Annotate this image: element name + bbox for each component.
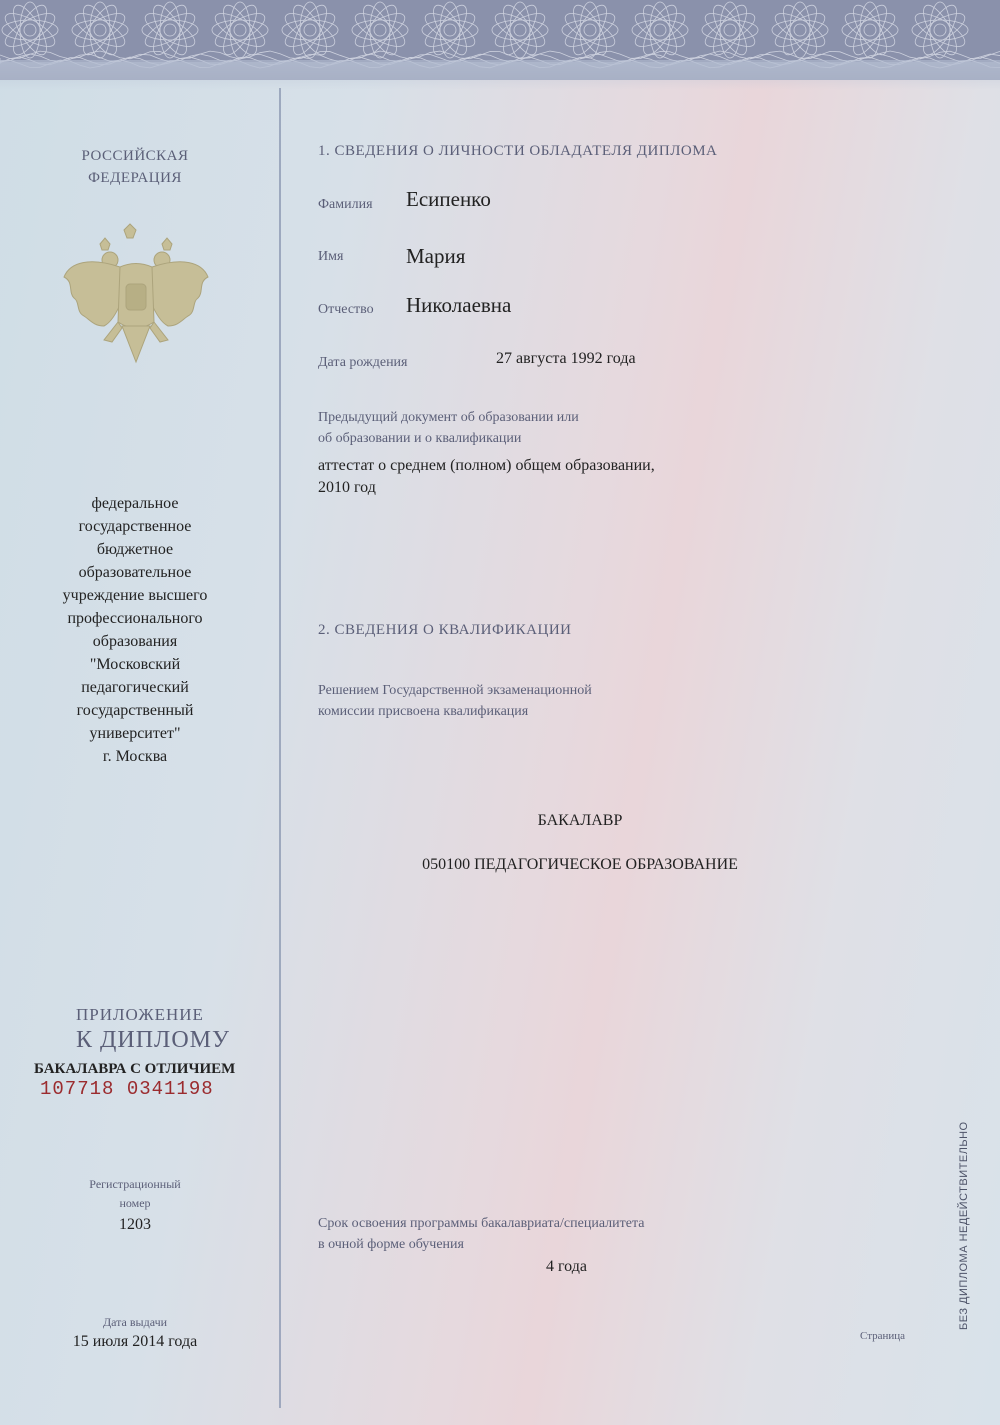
diploma-type: БАКАЛАВРА С ОТЛИЧИЕМ: [34, 1061, 236, 1077]
reg-number-value: 1203: [119, 1216, 151, 1233]
issue-date-value: 15 июля 2014 года: [72, 1333, 198, 1350]
validity-note: БЕЗ ДИПЛОМА НЕДЕЙСТВИТЕЛЬНО: [958, 1121, 970, 1330]
birth-date-label: Дата рождения: [318, 355, 408, 370]
section1-title: 1. СВЕДЕНИЯ О ЛИЧНОСТИ ОБЛАДАТЕЛЯ ДИПЛОМА: [318, 143, 718, 159]
birth-date-value: 27 августа 1992 года: [496, 350, 636, 367]
patronymic-label: Отчество: [318, 302, 374, 317]
double-headed-eagle-icon: [60, 222, 212, 372]
left-column: [0, 0, 279, 1425]
qualification-value: БАКАЛАВР: [537, 812, 623, 829]
reg-number-label: Регистрационный номер: [89, 1177, 181, 1210]
university-name: федеральное государственное бюджетное образовательное учреждение высшего профессионального образования "Московский педагогический государственный университет" г. Москва: [62, 495, 208, 765]
program-value: 050100 ПЕДАГОГИЧЕСКОЕ ОБРАЗОВАНИЕ: [422, 856, 738, 873]
patronymic-value: Николаевна: [406, 293, 512, 317]
name-value: Мария: [406, 244, 466, 268]
section2-title: 2. СВЕДЕНИЯ О КВАЛИФИКАЦИИ: [318, 622, 572, 638]
surname-value: Есипенко: [406, 187, 491, 211]
name-label: Имя: [318, 249, 344, 264]
issue-date-label: Дата выдачи: [102, 1315, 168, 1329]
serial-number: 107718 0341198: [40, 1078, 214, 1100]
prev-doc-value: аттестат о среднем (полном) общем образовании, 2010 год: [318, 457, 655, 496]
appendix-subtitle: К ДИПЛОМУ: [76, 1027, 230, 1053]
qualification-decision: Решением Государственной экзаменационной комиссии присвоена квалификация: [318, 683, 592, 719]
appendix-title: ПРИЛОЖЕНИЕ: [76, 1005, 204, 1024]
page-label: Страница: [860, 1330, 906, 1342]
prev-doc-label: Предыдущий документ об образовании или об образовании и о квалификации: [318, 410, 579, 446]
surname-label: Фамилия: [318, 197, 373, 212]
column-divider: [279, 88, 281, 1408]
study-term-value: 4 года: [546, 1258, 587, 1275]
country-name: РОССИЙСКАЯ ФЕДЕРАЦИЯ: [81, 148, 189, 186]
study-term-label: Срок освоения программы бакалавриата/специалитета в очной форме обучения: [318, 1216, 645, 1252]
